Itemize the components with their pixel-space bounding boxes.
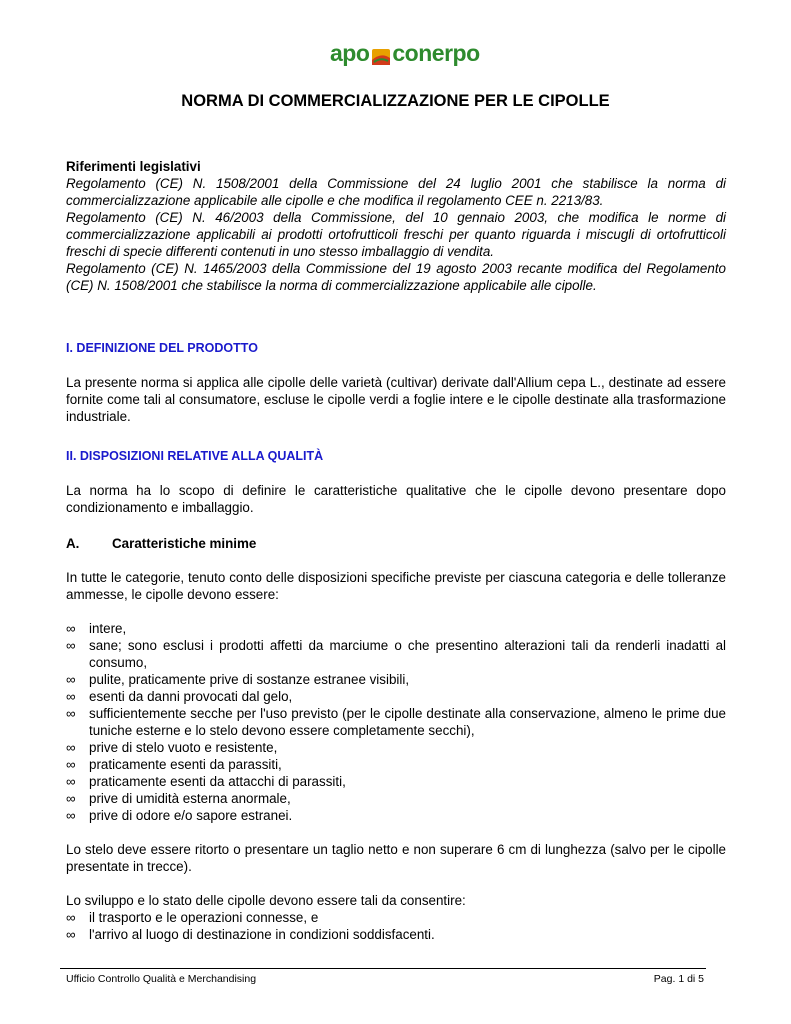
apo-conerpo-logo [330, 38, 480, 68]
sviluppo-paragraph: Lo sviluppo e lo stato delle cipolle devono essere tali da consentire: [66, 893, 466, 908]
infinity-bullet-icon: ∞ [66, 638, 76, 653]
logo-text-apo: apo [330, 39, 370, 66]
subsection-a-heading [66, 535, 726, 552]
list-item: ∞ prive di stelo vuoto e resistente, [66, 740, 278, 755]
subsection-a-intro: In tutte le categorie, tenuto conto delle disposizioni specifiche previste per ciascuna categoria e delle tolleranze ammesse, le cipolle devono essere: [66, 570, 726, 602]
infinity-bullet-icon: ∞ [66, 672, 76, 687]
subsection-a-letter: A. [66, 536, 80, 551]
infinity-bullet-icon: ∞ [66, 910, 76, 925]
list-item: ∞ sufficientemente secche per l'uso previsto (per le cipolle destinate alla conservazione, almeno le prime due tuniche esterne e lo stelo devono essere completamente secchi), [66, 706, 726, 738]
subsection-a-title: Caratteristiche minime [112, 536, 257, 551]
page-title: NORMA DI COMMERCIALIZZAZIONE PER LE CIPOLLE [181, 92, 610, 110]
section-2-heading: II. DISPOSIZIONI RELATIVE ALLA QUALITÀ [66, 449, 324, 463]
list-item: ∞ l'arrivo al luogo di destinazione in condizioni soddisfacenti. [66, 927, 435, 942]
riferimenti-line: Regolamento (CE) N. 1465/2003 della Commissione del 19 agosto 2003 recante modifica del Regolamento (CE) N. 1508/2001 che stabilisce la norma di commercializzazione applicabile alle cipolle. [66, 261, 726, 293]
infinity-bullet-icon: ∞ [66, 689, 76, 704]
infinity-bullet-icon: ∞ [66, 791, 76, 806]
infinity-bullet-icon: ∞ [66, 808, 76, 823]
list-item: ∞ prive di umidità esterna anormale, [66, 791, 291, 806]
infinity-bullet-icon: ∞ [66, 757, 76, 772]
list-item: ∞ praticamente esenti da parassiti, [66, 757, 282, 772]
section-1-heading: I. DEFINIZIONE DEL PRODOTTO [66, 341, 258, 355]
logo-text-conerpo: conerpo [392, 39, 480, 66]
riferimenti-heading: Riferimenti legislativi [66, 159, 201, 174]
requirements-list [66, 620, 726, 824]
list-item: ∞ sane; sono esclusi i prodotti affetti da marciume o che presentino alterazioni tali da renderli inadatti al consumo, [66, 638, 726, 670]
list-item: ∞ il trasporto e le operazioni connesse, e [66, 910, 319, 925]
logo-mark-icon [371, 45, 391, 63]
footer-page-number: Pag. 1 di 5 [653, 973, 704, 985]
footer-office: Ufficio Controllo Qualità e Merchandising [66, 973, 257, 985]
riferimenti-line: Regolamento (CE) N. 1508/2001 della Commissione del 24 luglio 2001 che stabilisce la norma di commercializzazione applicabile alle cipolle e che modifica il regolamento CEE n. 2213/83. [66, 176, 726, 208]
stelo-paragraph: Lo stelo deve essere ritorto o presentare un taglio netto e non superare 6 cm di lunghezza (salvo per le cipolle presentate in trecce). [66, 842, 726, 874]
document-body [66, 158, 726, 943]
footer-divider [60, 968, 706, 969]
riferimenti-text [66, 175, 726, 294]
list-item: ∞ praticamente esenti da attacchi di parassiti, [66, 774, 346, 789]
infinity-bullet-icon: ∞ [66, 621, 76, 636]
section-1-text: La presente norma si applica alle cipolle delle varietà (cultivar) derivate dall'Allium cepa L., destinate ad essere fornite come tali al consumatore, escluse le cipolle verdi a foglie intere e le cipolle destinate alla trasformazione industriale. [66, 375, 726, 424]
list-item: ∞ pulite, praticamente prive di sostanze estranee visibili, [66, 672, 410, 687]
infinity-bullet-icon: ∞ [66, 740, 76, 755]
riferimenti-line: Regolamento (CE) N. 46/2003 della Commissione, del 10 gennaio 2003, che modifica le norme di commercializzazione applicabili ai prodotti ortofrutticoli freschi per quanto riguarda i miscugli di ortofrutticoli freschi di specie differenti contenuti in uno stesso imballaggio di vendita. [66, 210, 726, 259]
infinity-bullet-icon: ∞ [66, 706, 76, 721]
conditions-list [66, 909, 726, 943]
list-item: ∞ prive di odore e/o sapore estranei. [66, 808, 293, 823]
infinity-bullet-icon: ∞ [66, 927, 76, 942]
section-2-text: La norma ha lo scopo di definire le caratteristiche qualitative che le cipolle devono presentare dopo condizionamento e imballaggio. [66, 483, 726, 515]
list-item: ∞ esenti da danni provocati dal gelo, [66, 689, 293, 704]
infinity-bullet-icon: ∞ [66, 774, 76, 789]
list-item: ∞ intere, [66, 621, 127, 636]
